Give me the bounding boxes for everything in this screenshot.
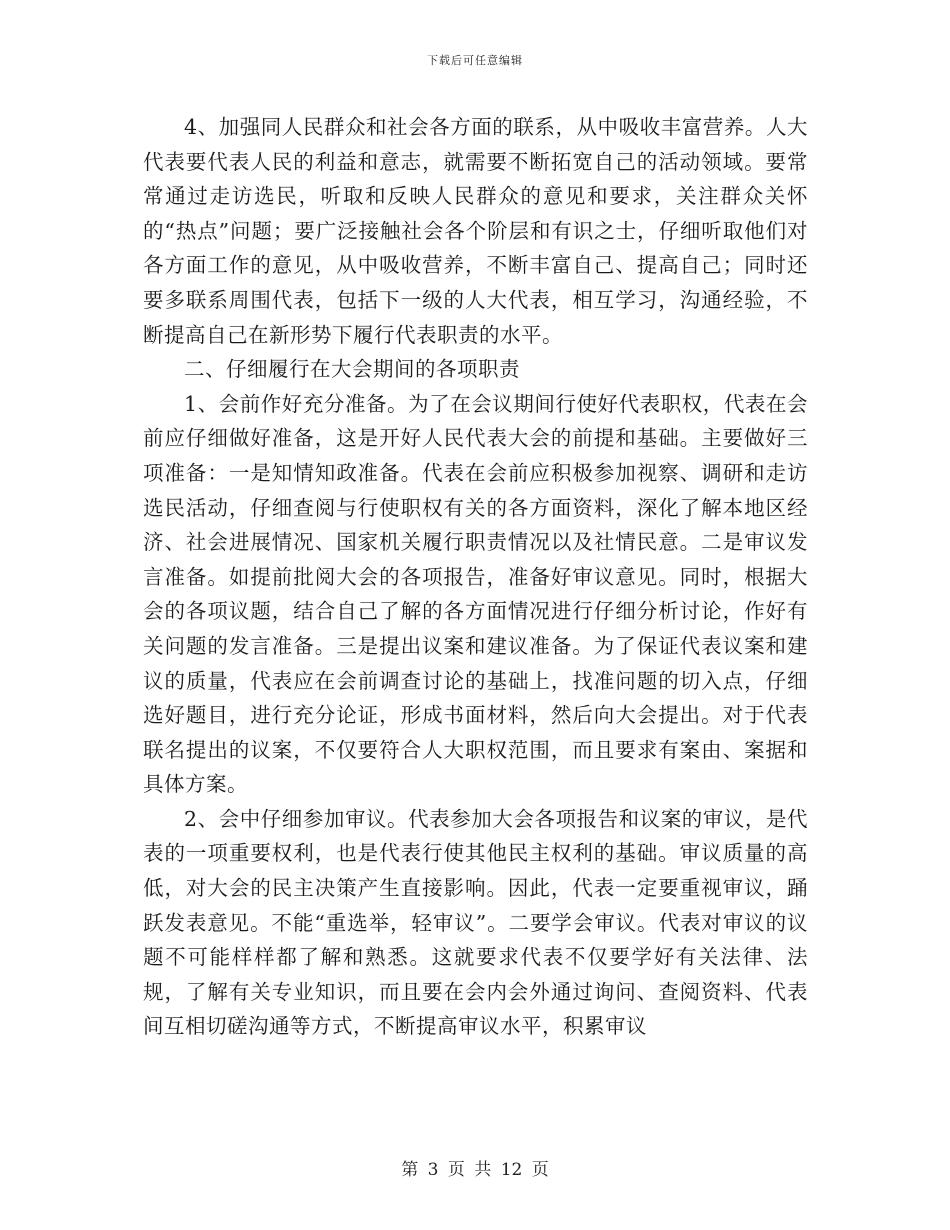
page-footer: 第 3 页 共 12 页 — [401, 1160, 549, 1180]
section-heading: 二、仔细履行在大会期间的各项职责 — [184, 357, 520, 382]
paragraph-2: 1、会前作好充分准备。为了在会议期间行使好代表职权，代表在会前应仔细做好准备，这是开好人民代表大会的前提和基础。主要做好三项准备：一是知情知政准备。代表在会前应积极参加视察、调研和走访选民活动，仔细查阅与行使职权有关的各方面资料，深化了解本地区经济、社会进展情况、国家机关履行职责情况以及社情民意。二是审议发言准备。如提前批阅大会的各项报告，准备好审议意见。同时，根据大会的各项议题，结合自己了解的各方面情况进行仔细分析讨论，作好有关问题的发言准备。三是提出议案和建议准备。为了保证代表议案和建议的质量，代表应在会前调查讨论的基础上，找准问题的切入点，仔细选好题目，进行充分论证，形成书面材料，然后向大会提出。对于代表联名提出的议案，不仅要符合人大职权范围，而且要求有案由、案据和具体方案。 — [143, 391, 808, 797]
paragraph-3: 2、会中仔细参加审议。代表参加大会各项报告和议案的审议，是代表的一项重要权利，也是代表行使其他民主权利的基础。审议质量的高低，对大会的民主决策产生直接影响。因此，代表一定要重视审议，踊跃发表意见。不能“重选举，轻审议”。二要学会审议。代表对审议的议题不可能样样都了解和熟悉。这就要求代表不仅要学好有关法律、法规，了解有关专业知识，而且要在会内会外通过询问、查阅资料、代表间互相切磋沟通等方式，不断提高审议水平，积累审议 — [143, 806, 808, 1039]
page-header: 下载后可任意编辑 — [427, 54, 523, 67]
paragraph-1: 4、加强同人民群众和社会各方面的联系，从中吸收丰富营养。人大代表要代表人民的利益和意志，就需要不断拓宽自己的活动领域。要常常通过走访选民，听取和反映人民群众的意见和要求，关注群众关怀的“热点”问题；要广泛接触社会各个阶层和有识之士，仔细听取他们对各方面工作的意见，从中吸收营养，不断丰富自己、提高自己；同时还要多联系周围代表，包括下一级的人大代表，相互学习，沟通经验，不断提高自己在新形势下履行代表职责的水平。 — [143, 115, 808, 347]
document-body — [143, 110, 808, 1044]
